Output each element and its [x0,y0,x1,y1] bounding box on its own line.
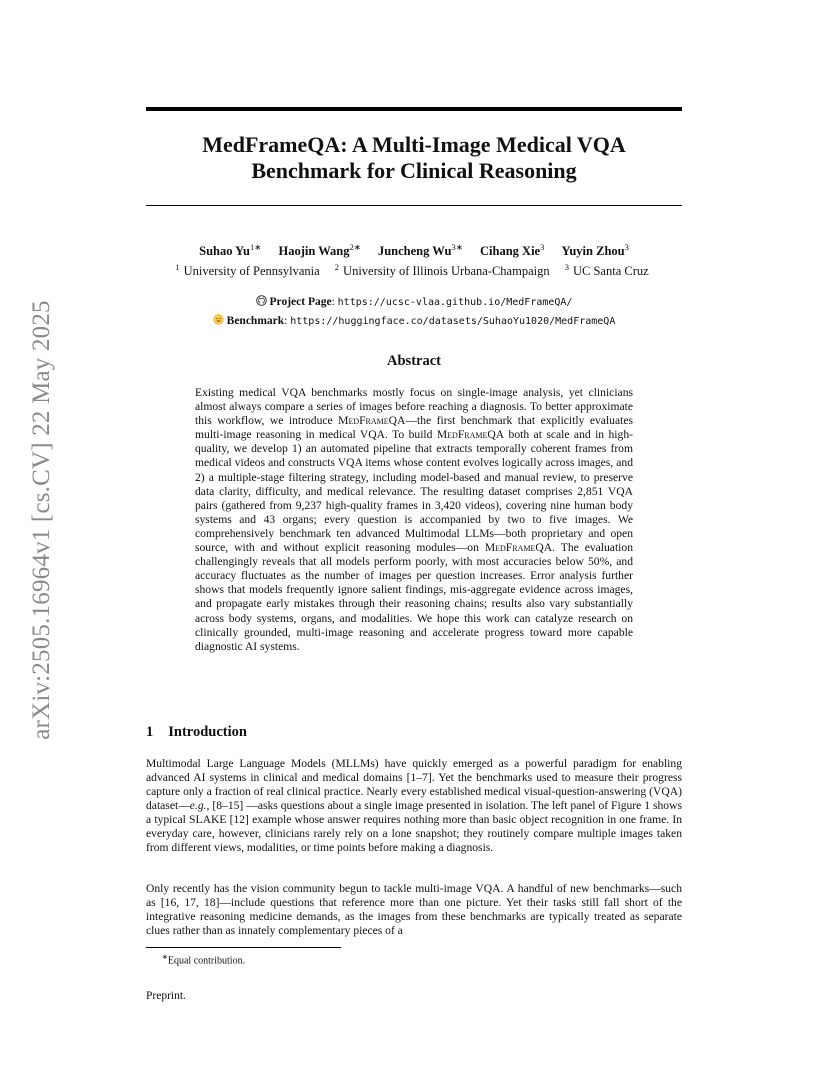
github-icon [256,295,267,306]
footnote: ∗Equal contribution. [162,953,246,967]
author: Cihang Xie$^3$ [480,242,545,259]
affiliation: $^3$ UC Santa Cruz [564,262,649,279]
title-bottom-rule [146,205,682,206]
abstract-text: Existing medical VQA benchmarks mostly focus on single-image analysis, yet clinicians almost always compare a series of images before reaching a diagnosis. To better approximate this workflow, we introduce MedFrameQA—the first benchmark that explicitly evaluates multi-image reasoning in medical VQA. To build MedFrameQA both at scale and in high-quality, we develop 1) an automated pipeline that extracts temporally coherent frames from medical videos and constructs VQA items whose content evolves logically across images, and 2) a multiple-stage filtering strategy, including model-based and manual review, to preserve data clarity, difficulty, and medical relevance. The resulting dataset comprises 2,851 VQA pairs (gathered from 9,237 high-quality frames in 3,420 videos), covering nine human body systems and 43 organs; every question is accompanied by two to five images. We comprehensively benchmark ten advanced Multimodal LLMs—both proprietary and open source, with and without explicit reasoning modules—on MedFrameQA. The evaluation challengingly reveals that all models perform poorly, with most accuracies below 50%, and accuracy fluctuates as the number of images per question increases. Error analysis further shows that models frequently ignore salient findings, mis-aggregate evidence across images, and propagate early mistakes through their reasoning chains; results also vary substantially across body systems, organs, and modalities. We hope this work can catalyze research on clinically grounded, multi-image reasoning and accelerate progress toward more capable diagnostic AI systems. [195,386,633,653]
author: Suhao $Yu^{1∗}$ [199,242,262,259]
preprint-label: Preprint. [146,990,186,1002]
project-page-line: Project Page: https://ucsc-vlaa.github.io/MedFrameQA/ [146,293,682,312]
resource-links [146,293,682,331]
project-page-link[interactable]: https://ucsc-vlaa.github.io/MedFrameQA/ [337,297,573,308]
intro-paragraph: Multimodal Large Language Models (MLLMs) have quickly emerged as a powerful paradigm for enabling advanced AI systems in clinical and medical domains [1–7]. Yet the benchmarks used to measure their progress capture only a fraction of real clinical practice. Nearly every established medical visual-question-answering (VQA) dataset—e.g., [8–15] —asks questions about a single image presented in isolation. The left panel of Figure 1 shows a typical SLAKE [12] example whose answer requires nothing more than basic object recognition in one frame. In everyday care, however, clinicians rarely rely on a lone snapshot; they routinely compare multiple images taken from different views, modalities, or time points before making a diagnosis. [146,757,682,854]
abstract-heading: Abstract [387,353,441,369]
author-list [146,242,682,259]
arxiv-identifier: arXiv:2505.16964v1 [cs.CV] 22 May 2025 [28,300,55,740]
intro-paragraph: Only recently has the vision community begun to tackle multi-image VQA. A handful of new benchmarks—such as [16, 17, 18]—include questions that reference more than one picture. Yet their tasks still fall short of the integrative reasoning medicine demands, as the images from these benchmarks are typically treated as separate clues rather than as innately complementary pieces of a [146,882,682,937]
title-top-rule [146,107,682,111]
footnote-rule [146,947,341,948]
author: Haojin Wang$^{2∗}$ [278,242,361,259]
affiliation-list [146,262,682,279]
affiliation: $^1$ University of Pennsylvania [175,262,320,279]
author: Juncheng $Wu^{3∗}$ [377,242,463,259]
paper-title: MedFrameQA: A Multi-Image Medical VQA Benchmark for Clinical Reasoning [202,132,626,183]
author: Yuyin Zhou$^3$ [561,242,629,259]
section-heading: 1 Introduction [146,724,247,740]
benchmark-link[interactable]: https://huggingface.co/datasets/SuhaoYu1020/MedFrameQA [290,316,616,327]
hugging-face-icon [213,314,224,325]
benchmark-line: Benchmark: https://huggingface.co/datasets/SuhaoYu1020/MedFrameQA [146,312,682,331]
affiliation: $^2$ University of Illinois Urbana-Champaign [334,262,550,279]
